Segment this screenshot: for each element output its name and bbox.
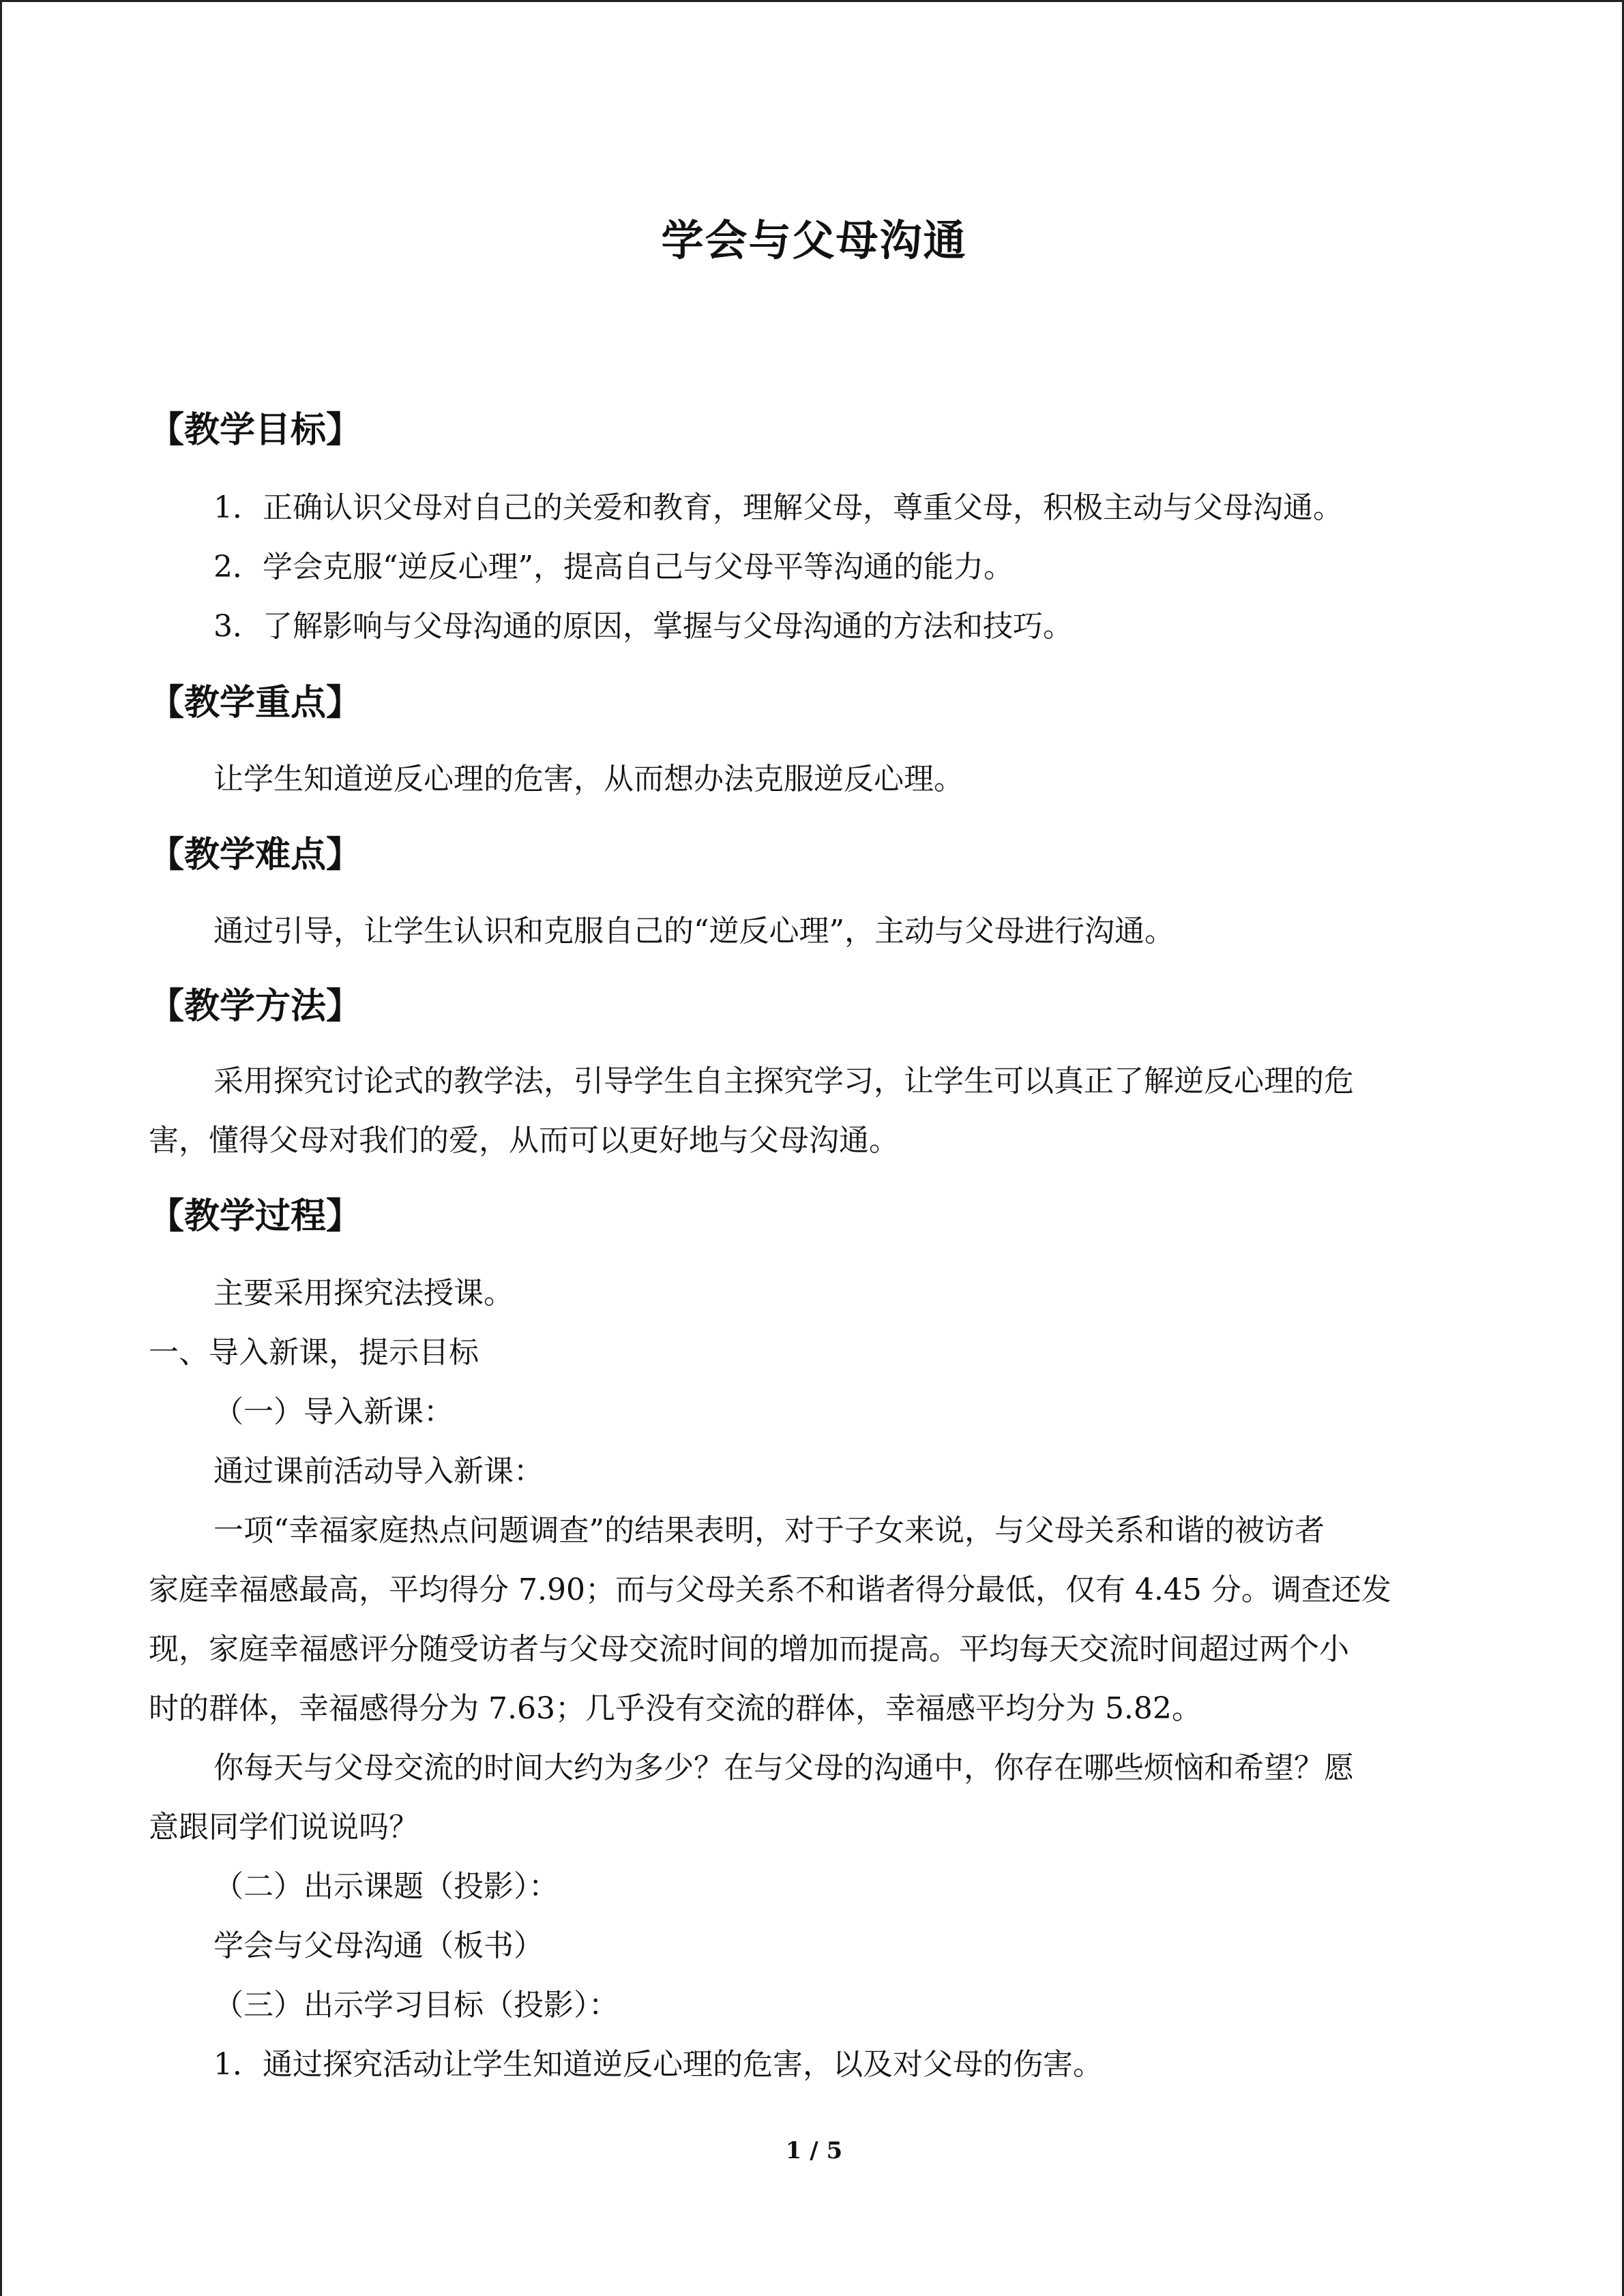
process-sub2-text: 学会与父母沟通（板书） [213, 1928, 544, 1963]
objective-item-1: 1．正确认识父母对自己的关爱和教育，理解父母，尊重父母，积极主动与父母沟通。 [213, 490, 1343, 525]
heading-process: 【教学过程】 [149, 1196, 362, 1237]
objective-item-3: 3．了解影响与父母沟通的原因，掌握与父母沟通的方法和技巧。 [213, 609, 1073, 644]
process-sub1-title: （一）导入新课： [213, 1395, 454, 1429]
key-points-text: 让学生知道逆反心理的危害，从而想办法克服逆反心理。 [213, 762, 964, 796]
survey-line-4: 时的群体，幸福感得分为 7.63；几乎没有交流的群体，幸福感平均分为 5.82。 [149, 1691, 1202, 1726]
methods-line-2: 害，懂得父母对我们的爱，从而可以更好地与父母沟通。 [149, 1123, 899, 1158]
heading-methods: 【教学方法】 [149, 986, 362, 1027]
objective-item-2: 2．学会克服“逆反心理”，提高自己与父母平等沟通的能力。 [213, 550, 1014, 584]
heading-objectives: 【教学目标】 [149, 410, 362, 451]
survey-line-3: 现，家庭幸福感评分随受访者与父母交流时间的增加而提高。平均每天交流时间超过两个小 [149, 1632, 1349, 1667]
process-part1-title: 一、导入新课，提示目标 [149, 1335, 479, 1370]
document-title: 学会与父母沟通 [661, 215, 967, 265]
methods-line-1: 采用探究讨论式的教学法，引导学生自主探究学习，让学生可以真正了解逆反心理的危 [213, 1064, 1354, 1099]
process-intro: 主要采用探究法授课。 [213, 1276, 514, 1311]
question-line-1: 你每天与父母交流的时间大约为多少？在与父母的沟通中，你存在哪些烦恼和希望？愿 [213, 1750, 1354, 1785]
question-line-2: 意跟同学们说说吗？ [149, 1810, 419, 1845]
page-number: 1 / 5 [785, 2137, 843, 2164]
difficulties-text: 通过引导，让学生认识和克服自己的“逆反心理”，主动与父母进行沟通。 [213, 914, 1175, 949]
survey-line-1: 一项“幸福家庭热点问题调查”的结果表明，对于子女来说，与父母关系和谐的被访者 [213, 1513, 1325, 1548]
process-sub1-text: 通过课前活动导入新课： [213, 1454, 544, 1489]
heading-key-points: 【教学重点】 [149, 683, 362, 724]
process-sub3-title: （三）出示学习目标（投影）： [213, 1988, 619, 2023]
survey-line-2: 家庭幸福感最高，平均得分 7.90；而与父母关系不和谐者得分最低，仅有 4.45 分。调查还发 [149, 1572, 1391, 1607]
process-sub2-title: （二）出示课题（投影）： [213, 1869, 559, 1904]
process-sub3-item-1: 1．通过探究活动让学生知道逆反心理的危害，以及对父母的伤害。 [213, 2047, 1103, 2082]
heading-difficulties: 【教学难点】 [149, 835, 362, 876]
